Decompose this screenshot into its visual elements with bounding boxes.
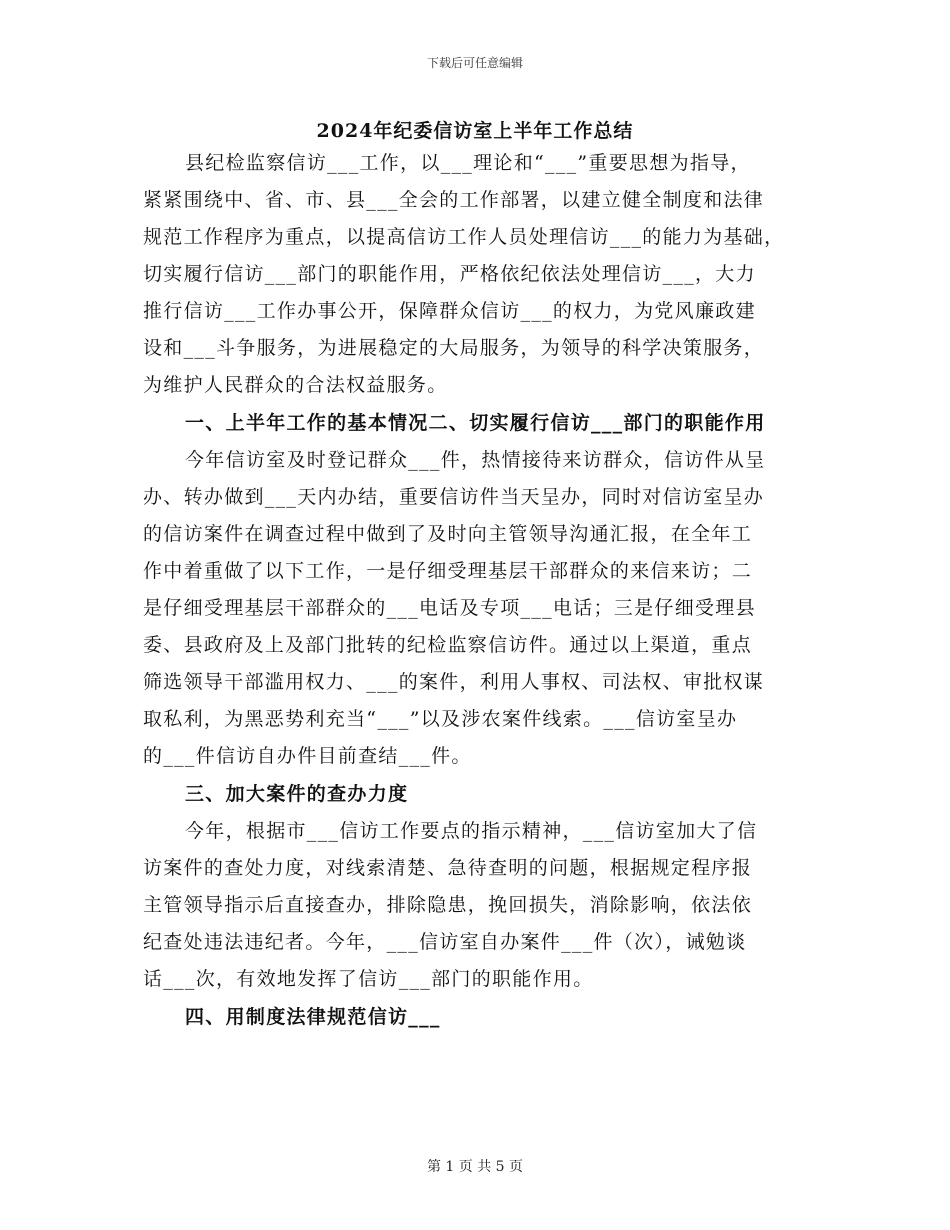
section-heading: 一、上半年工作的基本情况二、切实履行信访___部门的职能作用 <box>185 412 766 434</box>
document-title: 2024年纪委信访室上半年工作总结 <box>316 120 634 142</box>
body-line: 是仔细受理基层干部群众的___电话及专项___电话；三是仔细受理县 <box>143 597 756 619</box>
body-line: 切实履行信访___部门的职能作用，严格依纪依法处理信访___，大力 <box>143 263 756 285</box>
body-line: 办、转办做到___天内办结，重要信访件当天呈办，同时对信访室呈办 <box>143 486 765 508</box>
body-line: 取私利，为黑恶势利充当“___”以及涉农案件线索。___信访室呈办 <box>143 708 738 730</box>
body-line: 今年信访室及时登记群众___件，热情接待来访群众，信访件从呈 <box>185 449 766 471</box>
body-line: 作中着重做了以下工作，一是仔细受理基层干部群众的来信来访；二 <box>143 560 753 582</box>
body-line: 紧紧围绕中、省、市、县___全会的工作部署，以建立健全制度和法律 <box>143 189 765 211</box>
body-line: 设和___斗争服务，为进展稳定的大局服务，为领导的科学决策服务， <box>143 337 765 359</box>
body-line: 为维护人民群众的合法权益服务。 <box>143 374 448 396</box>
body-line: 主管领导指示后直接查办，排除隐患，挽回损失，消除影响，依法依 <box>143 894 753 916</box>
body-line: 的信访案件在调查过程中做到了及时向主管领导沟通汇报，在全年工 <box>143 523 753 545</box>
body-line: 县纪检监察信访___工作，以___理论和“___”重要思想为指导， <box>185 152 751 174</box>
body-line: 今年，根据市___信访工作要点的指示精神，___信访室加大了信 <box>185 820 758 842</box>
page-footer: 第 1 页 共 5 页 <box>426 1159 524 1175</box>
body-line: 筛选领导干部滥用权力、___的案件，利用人事权、司法权、审批权谋 <box>143 671 765 693</box>
body-line: 推行信访___工作办事公开，保障群众信访___的权力，为党风廉政建 <box>143 300 756 322</box>
body-line: 话___次，有效地发挥了信访___部门的职能作用。 <box>143 968 594 990</box>
body-line: 纪查处违法违纪者。今年，___信访室自办案件___件（次），诫勉谈 <box>143 931 747 953</box>
body-line: 访案件的查处力度，对线索清楚、急待查明的问题，根据规定程序报 <box>143 857 753 879</box>
section-heading: 三、加大案件的查办力度 <box>185 783 409 805</box>
body-line: 委、县政府及上及部门批转的纪检监察信访件。通过以上渠道，重点 <box>143 634 753 656</box>
body-line: 的___件信访自办件目前查结___件。 <box>143 745 472 767</box>
header-note: 下载后可任意编辑 <box>426 56 523 70</box>
section-heading: 四、用制度法律规范信访___ <box>185 1006 441 1028</box>
body-line: 规范工作程序为重点，以提高信访工作人员处理信访___的能力为基础， <box>143 226 785 248</box>
